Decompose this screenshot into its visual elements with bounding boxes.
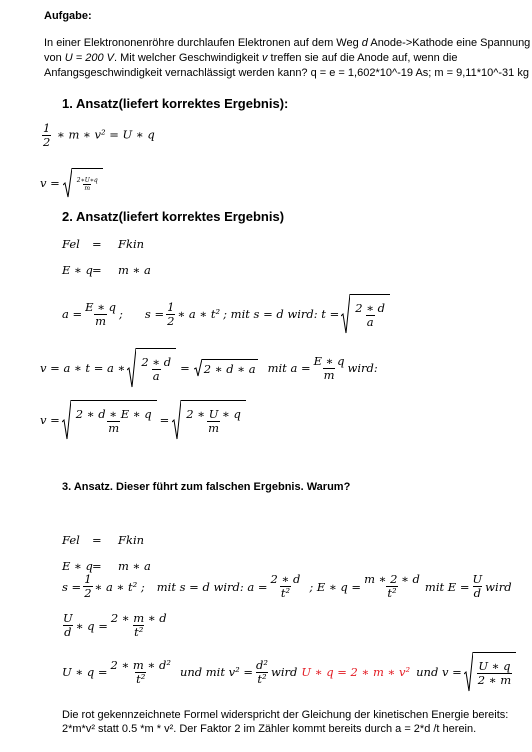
task-text-line-2: von U = 200 V. Mit welcher Geschwindigkeit v treffen sie auf die Anode auf, wenn die xyxy=(44,52,458,64)
s3-line-s-a-e: s = $\frac{1}{2}$ ∗ a ∗ t² ; mit s = d wird: a = $\frac{2 ∗ d}{\text{t²}}$ ; E ∗ q = $\frac{m ∗ 2 ∗ d}{\text{t²}}$ mit E = $\frac{U}{d}$ wird xyxy=(62,572,512,600)
conclusion-line-1: Die rot gekennzeichnete Formel widerspricht der Gleichung der kinetischen Energie bereits: xyxy=(62,709,509,721)
s3-line-uq: U ∗ q = $\frac{\text{2 ∗ m ∗ d²}}{\text{t²}}$ und mit v² = $\frac{\text{d²}}{\text{t²}}$ wird U ∗ q = 2 ∗ m ∗ v² und v = U ∗ q 2 ∗ m xyxy=(62,652,516,692)
s2-line-eq: E ∗ q = m ∗ a xyxy=(62,263,151,277)
equation-v-result: v = 2∗U∗q m xyxy=(40,168,103,198)
s2-line-v-at: v = a ∗ t = a ∗ 2 ∗ d a = 2 ∗ d ∗ a mit a = $\frac{E ∗ q}{m}$ wird: xyxy=(40,348,378,388)
s3-line-ud: U d ∗ q = $\frac{2 ∗ m ∗ d}{\text{t²}}$ xyxy=(63,611,167,639)
s2-line-fel: Fel = Fkin xyxy=(62,237,145,251)
s2-line-v-final: v = 2 ∗ d ∗ E ∗ q m = 2 ∗ U ∗ q m xyxy=(40,400,246,440)
task-title: Aufgabe: xyxy=(44,10,92,22)
equation-energy: $\frac{1}{2}$ ∗ m ∗ v² = U ∗ q xyxy=(43,121,155,149)
s3-line-eq: E ∗ q = m ∗ a xyxy=(62,559,151,573)
task-text-line-1: In einer Elektrononenröhre durchlaufen Elektronen auf dem Weg d Anode->Kathode eine Spannung xyxy=(44,37,531,49)
section-1-heading: 1. Ansatz(liefert korrektes Ergebnis): xyxy=(62,96,289,111)
s2-line-a-s-t: a = $\frac{E ∗ q}{m}$ ; s = $\frac{1}{2}$ ∗ a ∗ t² ; mit s = d wird: t = 2 ∗ d a xyxy=(62,294,390,334)
s3-line-fel: Fel = Fkin xyxy=(62,533,145,547)
conclusion-line-2: 2*m*v² statt 0.5 *m * v². Der Faktor 2 im Zähler kommt bereits durch a = 2*d /t herein. xyxy=(62,723,477,735)
highlighted-formula: U ∗ q = 2 ∗ m ∗ v² xyxy=(301,665,411,679)
section-3-heading: 3. Ansatz. Dieser führt zum falschen Ergebnis. Warum? xyxy=(62,481,351,493)
task-text-line-3: Anfangsgeschwindigkeit vernachlässigt werden kann? q = e = 1,602*10^-19 As; m = 9,11*10^-31 kg xyxy=(44,67,529,79)
section-2-heading: 2. Ansatz(liefert korrektes Ergebnis) xyxy=(62,209,285,224)
